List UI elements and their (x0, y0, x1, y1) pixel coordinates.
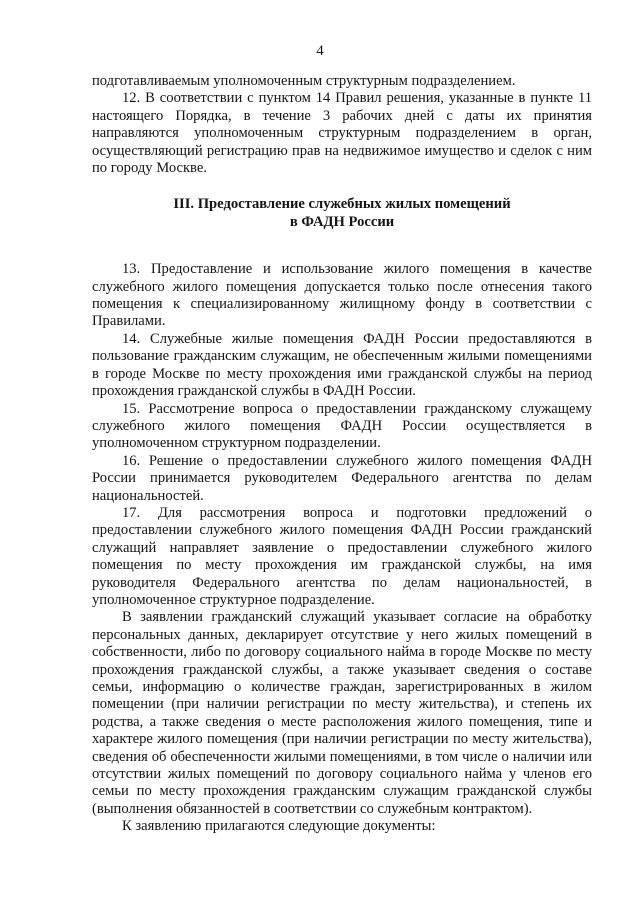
paragraph-13: 13. Предоставление и использование жилого помещения в качестве служебного жилого помещения допускается только после отнесения такого помещения к специализированному жилищному фонду в соответствии с Правилами. (92, 261, 592, 330)
paragraph-17: 17. Для рассмотрения вопроса и подготовки предложений о предоставлении служебного жилого помещения ФАДН России гражданский служащий направляет заявление о предоставлении служебного жилого помещения по месту прохождения им гражданской службы, на имя руководителя Федерального агентства по делам национальностей, в уполномоченное структурное подразделение. (92, 504, 592, 608)
page-number: 4 (316, 43, 324, 59)
spacer (92, 231, 592, 261)
paragraph-15: 15. Рассмотрение вопроса о предоставлении гражданскому служащему служебного жилого помещения ФАДН России осуществляется в уполномоченном структурном подразделении. (92, 400, 592, 452)
spacer (92, 177, 592, 196)
paragraph-14: 14. Служебные жилые помещения ФАДН России предоставляются в пользование гражданским служащим, не обеспеченным жилыми помещениями в городе Москве по месту прохождения ими гражданской службы на период прохождения гражданской службы в ФАДН России. (92, 330, 592, 400)
section-heading-line-2: в ФАДН России (289, 213, 395, 230)
paragraph-12: 12. В соответствии с пунктом 14 Правил решения, указанные в пункте 11 настоящего Порядка, в течение 3 рабочих дней с даты их принятия направляются уполномоченным структурным подразделением в орган, осуществляющий регистрацию прав на недвижимое имущество и сделок с ним по городу Москве. (92, 90, 592, 177)
document-body (92, 73, 592, 836)
paragraph-16: 16. Решение о предоставлении служебного жилого помещения ФАДН России принимается руководителем Федерального агентства по делам национальностей. (92, 452, 592, 504)
paragraph-continuation: подготавливаемым уполномоченным структурным подразделением. (92, 73, 516, 89)
paragraph-application-contents: В заявлении гражданский служащий указывает согласие на обработку персональных данных, декларирует отсутствие у него жилых помещений в собственности, либо по договору социального найма в городе Москве по месту прохождения гражданской службы, а также указывает сведения о составе семьи, информацию о количестве граждан, зарегистрированных в жилом помещении (при наличии регистрации по месту жительства), и степень их родства, а также сведения о месте расположения жилого помещения, типе и характере жилого помещения (при наличии регистрации по месту жительства), сведения об обеспеченности жилыми помещениями, в том числе о наличии или отсутствии жилых помещений по договору социального найма у членов его семьи по месту прохождения гражданским служащим гражданской службы (выполнения обязанностей в соответствии со служебным контрактом). (92, 609, 592, 817)
section-heading-line-1: III. Предоставление служебных жилых помещений (173, 196, 511, 213)
paragraph-attachments-intro: К заявлению прилагаются следующие документы: (122, 818, 436, 835)
